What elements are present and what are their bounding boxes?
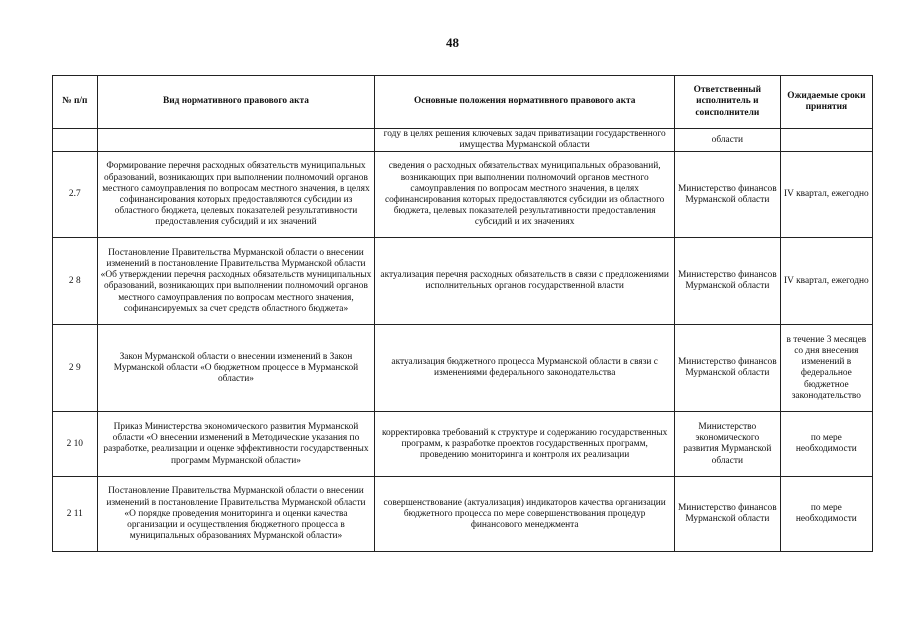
row-provisions: актуализация перечня расходных обязательств в связи с предложениями исполнительных органов государственной власти [375,238,675,325]
row-executor: области [674,129,780,152]
row-term [780,129,872,152]
header-number: № п/п [53,76,98,129]
header-term: Ожидаемые сроки принятия [780,76,872,129]
row-act-type: Формирование перечня расходных обязательств муниципальных образований, возникающих при выполнении полномочий органов местного самоуправления по вопросам местного значения, в целях софинансирования которых предоставляются субсидии из областного бюджета, целевых показателей результативности предоставления субсидий и их значений [97,152,375,238]
row-executor: Министерство финансов Мурманской области [674,238,780,325]
row-term: по мере необходимости [780,412,872,477]
row-executor: Министерство финансов Мурманской области [674,477,780,552]
table-header-row [53,76,873,129]
table-row [53,412,873,477]
row-number: 2 8 [53,238,98,325]
row-number: 2 9 [53,325,98,412]
row-act-type [97,129,375,152]
row-act-type: Постановление Правительства Мурманской области о внесении изменений в постановление Правительства Мурманской области «О порядке проведения мониторинга и оценки качества организации и осуществления бюджетного процесса в муниципальных образованиях Мурманской области» [97,477,375,552]
table-row [53,152,873,238]
page-number: 48 [446,35,459,50]
row-term: IV квартал, ежегодно [780,238,872,325]
header-provisions: Основные положения нормативного правового акта [375,76,675,129]
row-number: 2.7 [53,152,98,238]
row-act-type: Закон Мурманской области о внесении изменений в Закон Мурманской области «О бюджетном процессе в Мурманской области» [97,325,375,412]
table-row [53,325,873,412]
row-number: 2 10 [53,412,98,477]
row-term: IV квартал, ежегодно [780,152,872,238]
row-term: в течение 3 месяцев со дня внесения изменений в федеральное бюджетное законодательство [780,325,872,412]
table-row [53,238,873,325]
row-provisions: сведения о расходных обязательствах муниципальных образований, возникающих при выполнении полномочий органов местного самоуправления по вопросам местного значения, в целях софинансирования которых предоставляются субсидии из областного бюджета, целевых показателей результативности предоставления субсидий и их значениях [375,152,675,238]
row-act-type: Приказ Министерства экономического развития Мурманской области «О внесении изменений в Методические указания по разработке, реализации и оценке эффективности государственных программ Мурманской области» [97,412,375,477]
row-provisions: актуализация бюджетного процесса Мурманской области в связи с изменениями федерального законодательства [375,325,675,412]
row-executor: Министерство финансов Мурманской области [674,325,780,412]
row-provisions: совершенствование (актуализация) индикаторов качества организации бюджетного процесса по мере совершенствования процедур финансового менеджмента [375,477,675,552]
normative-acts-table [52,75,873,552]
row-number: 2 11 [53,477,98,552]
row-executor: Министерство финансов Мурманской области [674,152,780,238]
row-provisions: годy в целях решения ключевых задач приватизации государственного имущества Мурманской области [375,129,675,152]
row-act-type: Постановление Правительства Мурманской области о внесении изменений в постановление Правительства Мурманской области «Об утверждении перечня расходных обязательств муниципальных образований, возникающих при выполнении полномочий органов местного самоуправления по вопросам местного значения, софинансируемых за счет средств областного бюджета» [97,238,375,325]
row-executor: Министерство экономического развития Мурманской области [674,412,780,477]
row-number [53,129,98,152]
table-row [53,129,873,152]
row-term: по мере необходимости [780,477,872,552]
header-executor: Ответственный исполнитель и соисполнители [674,76,780,129]
row-provisions: корректировка требований к структуре и содержанию государственных программ, к разработке проектов государственных программ, проведению мониторинга и контроля их реализации [375,412,675,477]
table-row [53,477,873,552]
header-act-type: Вид нормативного правового акта [97,76,375,129]
